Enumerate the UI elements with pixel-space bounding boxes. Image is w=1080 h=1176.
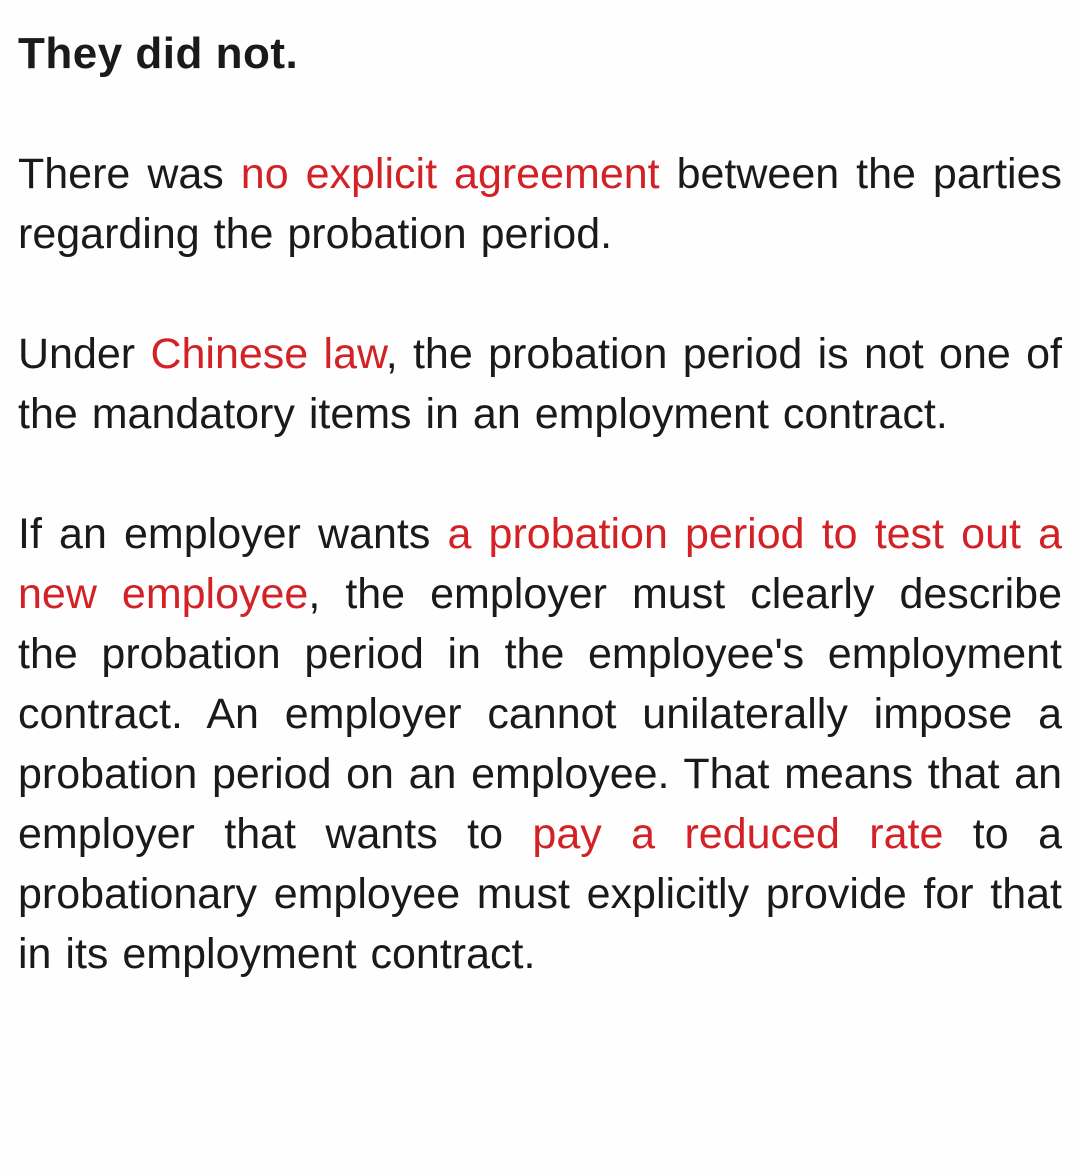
- text-segment: There was: [18, 150, 241, 198]
- text-segment: If an employer wants: [18, 510, 448, 558]
- paragraph: [18, 144, 1062, 264]
- text-segment: Under: [18, 330, 151, 378]
- highlighted-text: a probation period to test out a new employee: [18, 510, 1062, 618]
- paragraph: [18, 324, 1062, 444]
- paragraph: [18, 504, 1062, 984]
- highlighted-text: Chinese law: [150, 330, 386, 378]
- highlighted-text: pay a reduced rate: [532, 810, 944, 858]
- highlighted-text: no explicit agreement: [240, 150, 660, 198]
- paragraph-container: [18, 144, 1062, 984]
- text-segment: , the employer must clearly describe the probation period in the employee's employment contract. An employer cannot unilaterally impose a probation period on an employee. That means that an employer that wants to: [18, 570, 1062, 858]
- text-segment: , the probation period is not one of the mandatory items in an employment contract.: [18, 330, 1062, 438]
- text-segment: to a probationary employee must explicitly provide for that in its employment contract.: [18, 810, 1062, 978]
- text-segment: between the parties regarding the probation period.: [18, 150, 1062, 258]
- document-heading: They did not.: [18, 29, 299, 78]
